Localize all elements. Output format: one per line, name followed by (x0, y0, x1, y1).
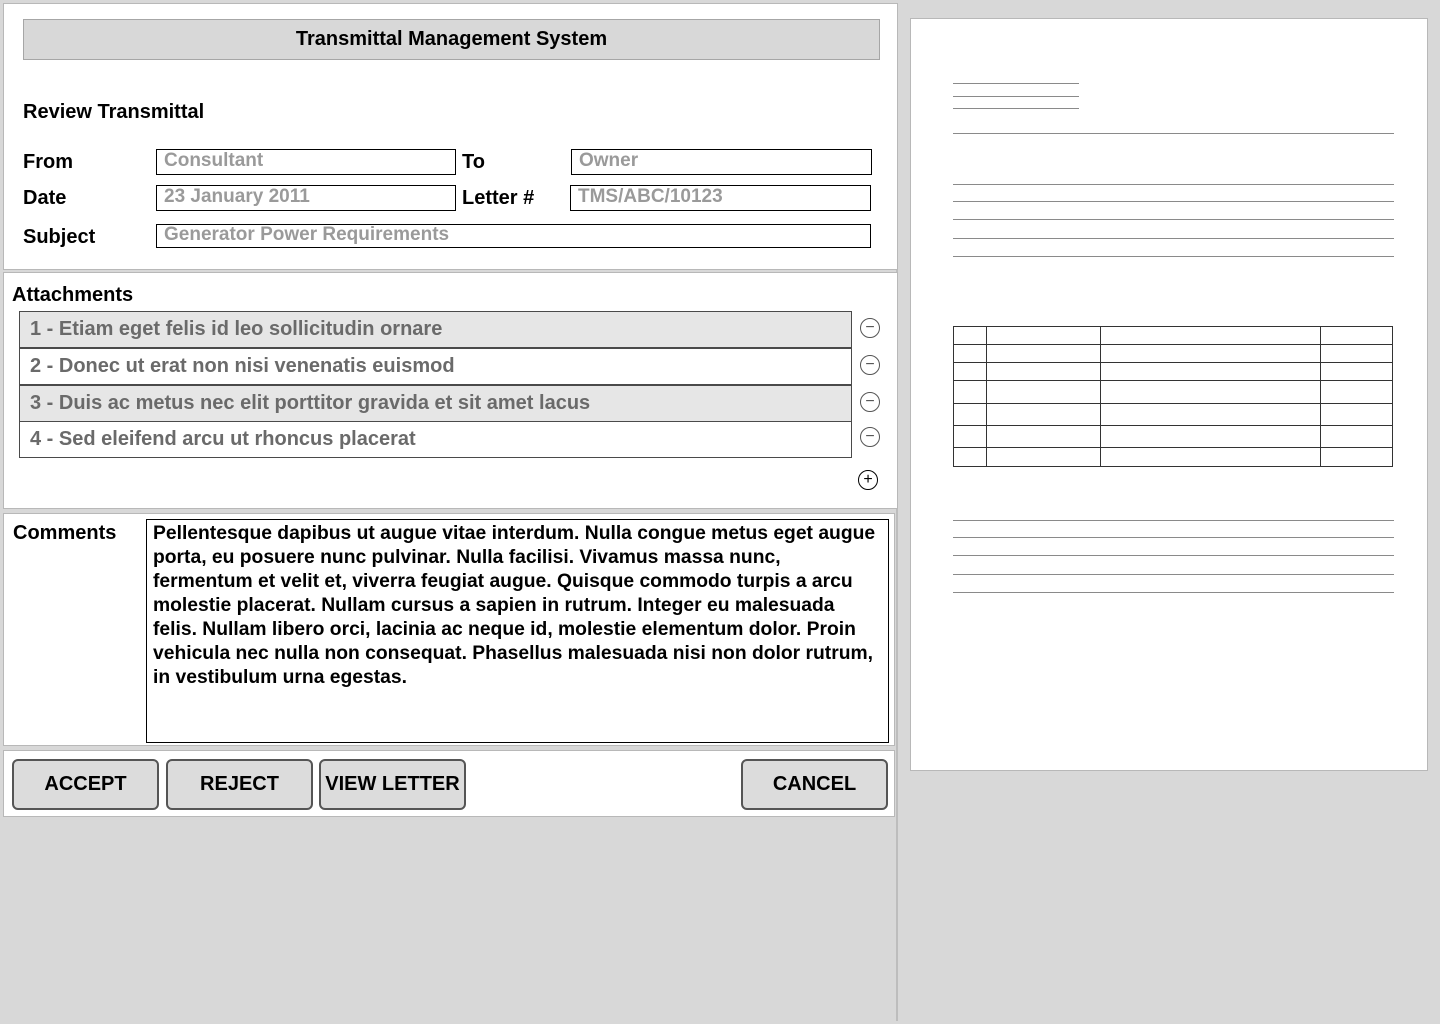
plus-circle-icon[interactable]: + (858, 470, 878, 490)
action-bar (3, 750, 895, 817)
minus-circle-icon[interactable]: − (860, 427, 880, 447)
from-label: From (23, 151, 73, 173)
attachment-item[interactable]: 4 - Sed eleifend arcu ut rhoncus placerat (19, 421, 852, 458)
to-label: To (462, 151, 485, 173)
letter-line (953, 108, 1079, 109)
letter-line (953, 537, 1394, 538)
comments-textarea[interactable]: Pellentesque dapibus ut augue vitae interdum. Nulla congue metus eget augue porta, eu posuere nunc pulvinar. Nulla facilisi. Vivamus massa nunc, fermentum et velit et, viverra feugiat augue. Quisque commodo turpis a arcu molestie placerat. Nullam cursus a sapien in rutrum. Integer eu malesuada felis. Nullam libero orci, lacinia ac neque id, molestie elementum dolor. Proin vehicula nec nulla non consequat. Phasellus malesuada nisi non dolor rutrum, in vestibulum urna egestas. (146, 519, 889, 743)
letter-table (953, 326, 1393, 467)
letter-line (953, 219, 1394, 220)
letter-number-field[interactable]: TMS/ABC/10123 (570, 185, 871, 211)
cancel-button[interactable]: CANCEL (741, 759, 888, 810)
letter-line (953, 592, 1394, 593)
attachments-section (3, 272, 898, 509)
letter-line (953, 238, 1394, 239)
letter-line (953, 201, 1394, 202)
attachment-item[interactable]: 3 - Duis ac metus nec elit porttitor gravida et sit amet lacus (19, 385, 852, 422)
letter-preview-page (910, 18, 1428, 771)
view-letter-button[interactable]: VIEW LETTER (319, 759, 466, 810)
transmittal-form-panel (3, 3, 898, 1021)
from-field[interactable]: Consultant (156, 149, 456, 175)
attachment-item[interactable]: 2 - Donec ut erat non nisi venenatis euismod (19, 348, 852, 385)
letter-line (953, 555, 1394, 556)
letter-line (953, 83, 1079, 84)
date-label: Date (23, 187, 67, 209)
transmittal-header-section (3, 3, 898, 270)
letter-line (953, 96, 1079, 97)
minus-circle-icon[interactable]: − (860, 355, 880, 375)
to-field[interactable]: Owner (571, 149, 872, 175)
minus-circle-icon[interactable]: − (860, 392, 880, 412)
section-title: Review Transmittal (23, 101, 205, 123)
date-field[interactable]: 23 January 2011 (156, 185, 456, 211)
subject-label: Subject (23, 226, 96, 248)
letter-number-label: Letter # (462, 187, 535, 209)
attachment-item[interactable]: 1 - Etiam eget felis id leo sollicitudin ornare (19, 311, 852, 348)
letter-preview-panel (902, 3, 1437, 1021)
comments-section (3, 513, 895, 746)
app-title: Transmittal Management System (23, 19, 880, 60)
comments-label: Comments (13, 522, 117, 544)
attachments-title: Attachments (12, 284, 134, 306)
letter-line (953, 256, 1394, 257)
letter-line (953, 520, 1394, 521)
letter-line (953, 184, 1394, 185)
letter-line (953, 133, 1394, 134)
letter-line (953, 574, 1394, 575)
subject-field[interactable]: Generator Power Requirements (156, 224, 871, 248)
reject-button[interactable]: REJECT (166, 759, 313, 810)
minus-circle-icon[interactable]: − (860, 318, 880, 338)
accept-button[interactable]: ACCEPT (12, 759, 159, 810)
